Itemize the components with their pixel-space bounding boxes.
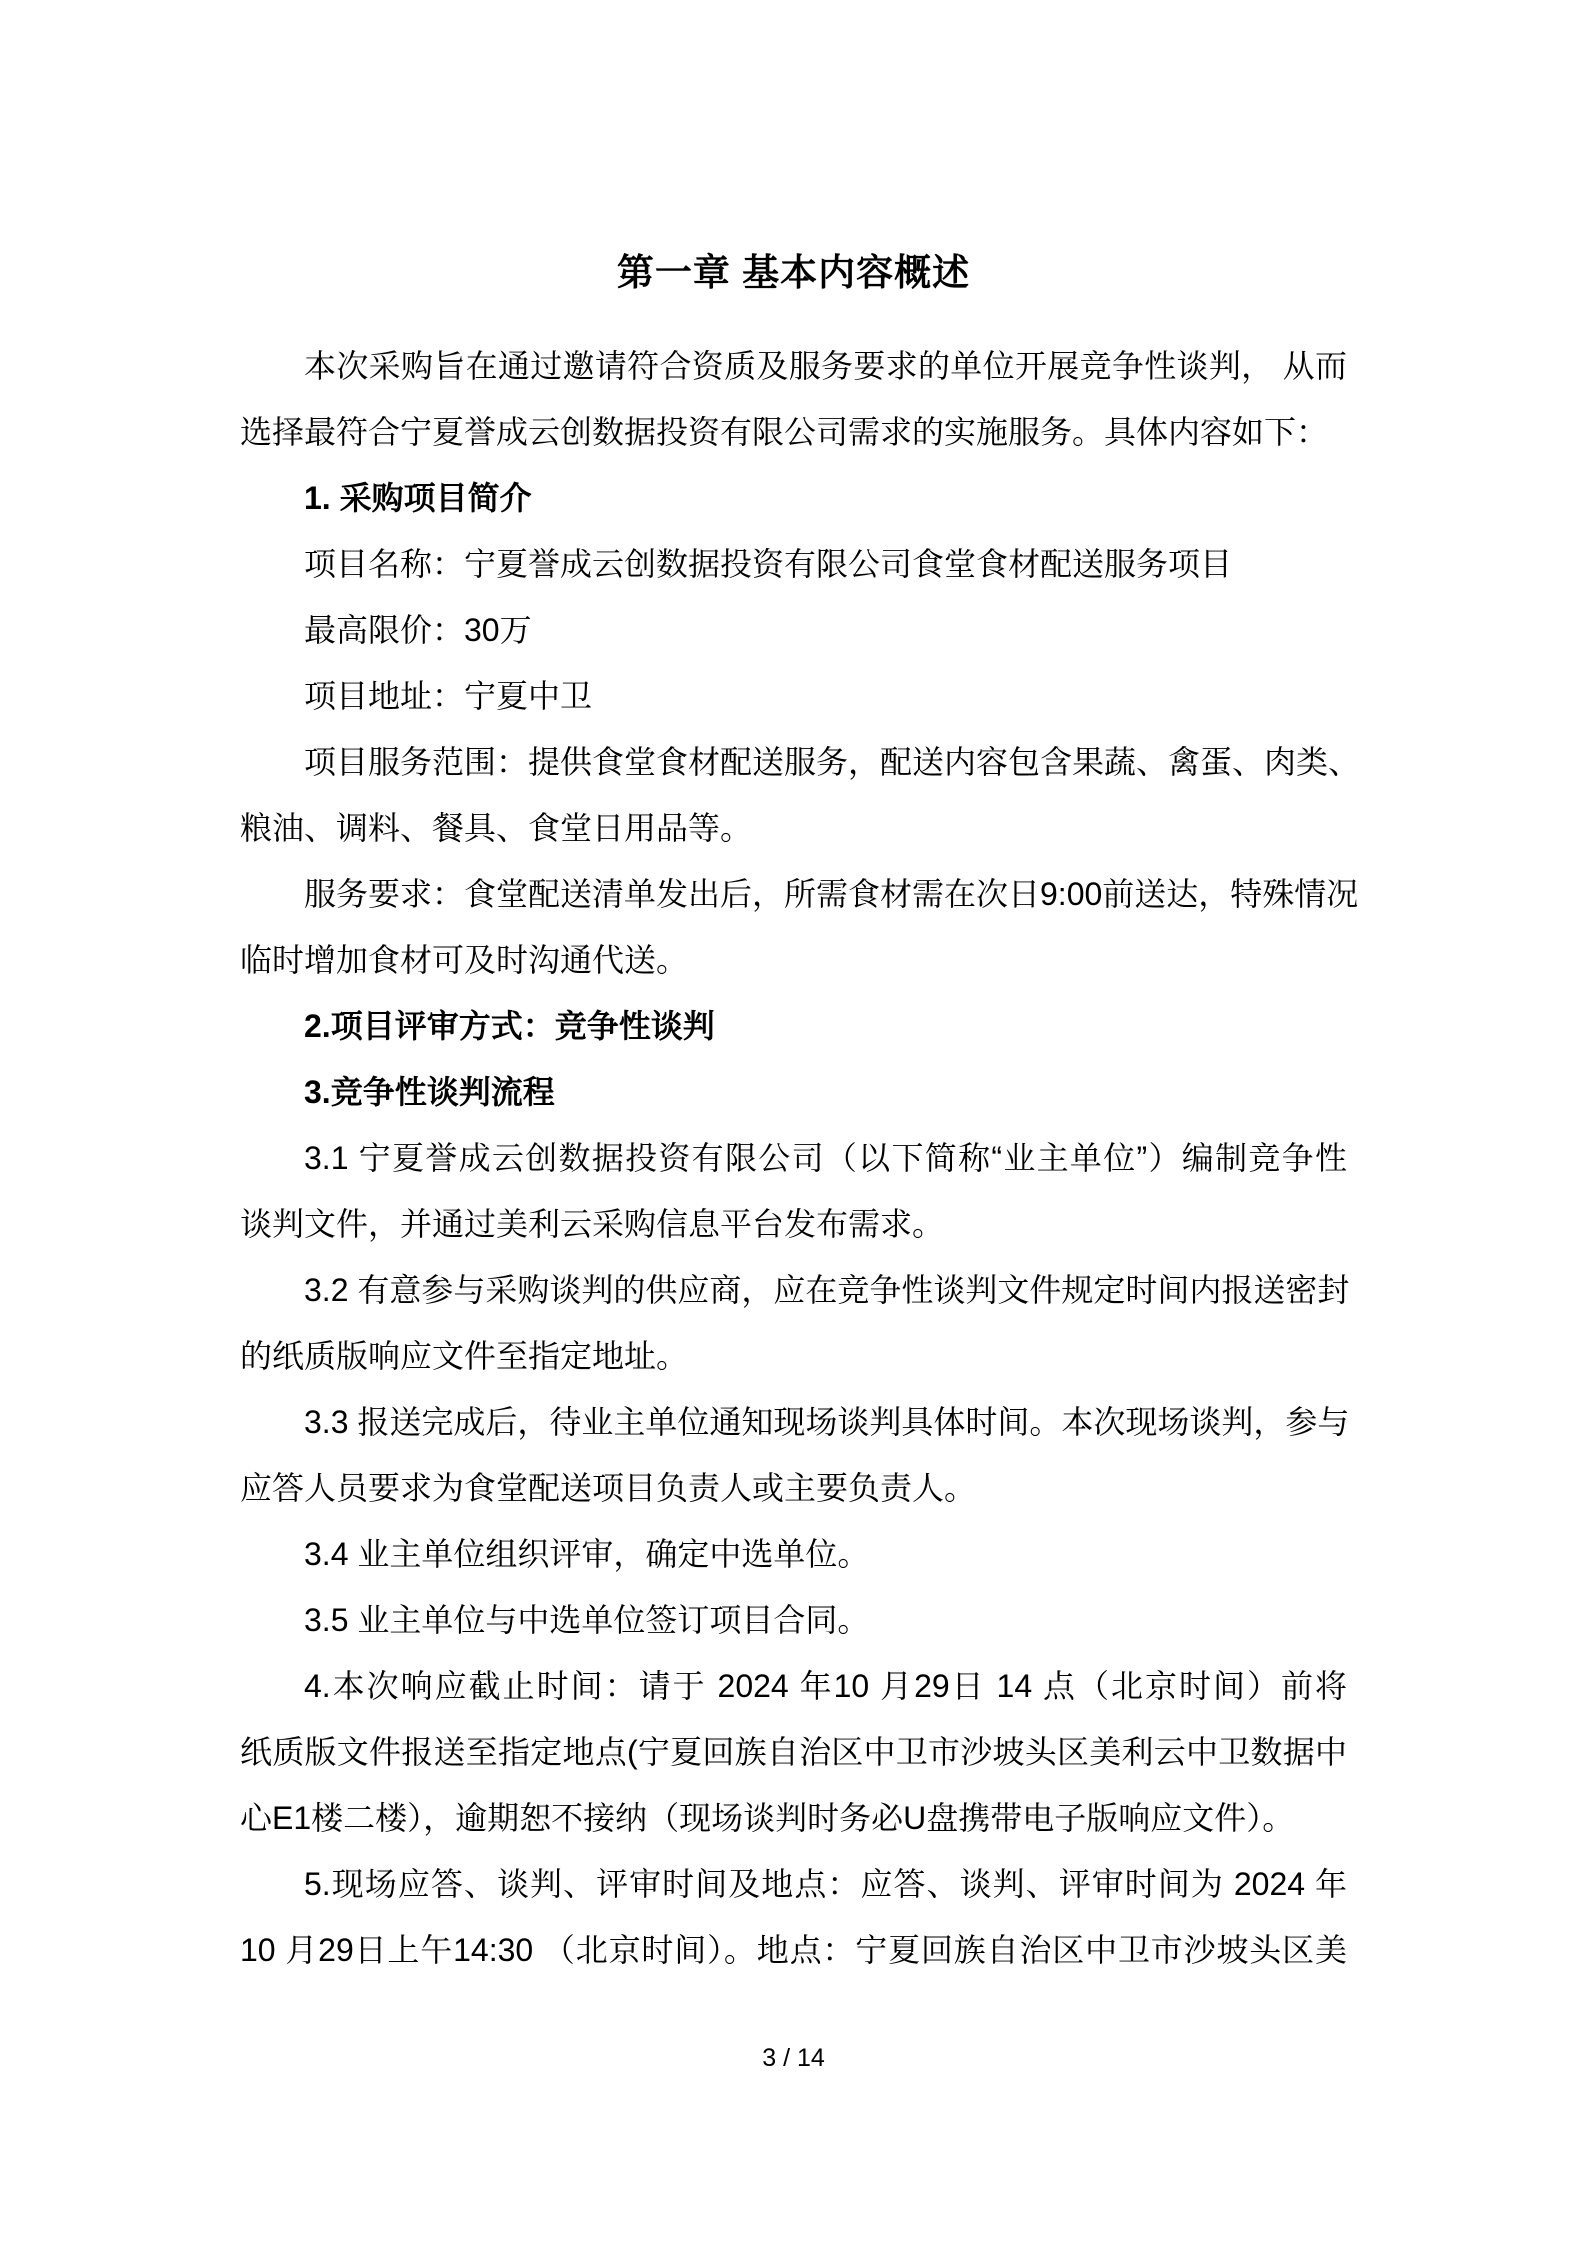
text-line: 10 月29日上午14:30 （北京时间）。地点：宁夏回族自治区中卫市沙坡头区美 (240, 1932, 1347, 1968)
text-line: 项目名称：宁夏誉成云创数据投资有限公司食堂食材配送服务项目 (304, 546, 1233, 582)
paragraph (240, 1653, 1347, 1851)
text-line: 纸质版文件报送至指定地点(宁夏回族自治区中卫市沙坡头区美利云中卫数据中 (240, 1734, 1347, 1770)
paragraph (240, 993, 1347, 1059)
text-line: 3.5 业主单位与中选单位签订项目合同。 (304, 1602, 870, 1638)
paragraph (240, 729, 1361, 861)
paragraph (240, 1389, 1350, 1521)
text-line: 2.项目评审方式：竞争性谈判 (304, 1008, 715, 1044)
text-line: 临时增加食材可及时沟通代送。 (240, 942, 689, 978)
paragraph (240, 861, 1359, 993)
text-line: 3.2 有意参与采购谈判的供应商，应在竞争性谈判文件规定时间内报送密封 (304, 1272, 1350, 1308)
text-line: 的纸质版响应文件至指定地址。 (240, 1338, 689, 1374)
text-line: 谈判文件，并通过美利云采购信息平台发布需求。 (240, 1206, 945, 1242)
text-line: 粮油、调料、餐具、食堂日用品等。 (240, 810, 753, 846)
chapter-title: 第一章 基本内容概述 (616, 252, 971, 293)
text-line: 心E1楼二楼），逾期恕不接纳（现场谈判时务必U盘携带电子版响应文件）。 (240, 1800, 1295, 1836)
text-line: 服务要求：食堂配送清单发出后，所需食材需在次日9:00前送达，特殊情况 (304, 876, 1359, 912)
paragraph (240, 333, 1347, 465)
paragraph (240, 465, 1347, 531)
paragraph (240, 1125, 1347, 1257)
text-line: 3.4 业主单位组织评审，确定中选单位。 (304, 1536, 870, 1572)
text-line: 3.3 报送完成后，待业主单位通知现场谈判具体时间。本次现场谈判，参与 (304, 1404, 1350, 1440)
paragraph (240, 531, 1347, 597)
text-line: 最高限价：30万 (304, 612, 532, 648)
paragraph (240, 597, 1347, 663)
page-number: 3 / 14 (762, 2044, 825, 2072)
paragraph (240, 1257, 1350, 1389)
paragraph (240, 1521, 1347, 1587)
text-line: 3.1 宁夏誉成云创数据投资有限公司（以下简称“业主单位”）编制竞争性 (304, 1140, 1347, 1176)
paragraph (240, 1851, 1347, 1983)
text-line: 5.现场应答、谈判、评审时间及地点：应答、谈判、评审时间为 2024 年 (304, 1866, 1347, 1902)
text-line: 本次采购旨在通过邀请符合资质及服务要求的单位开展竞争性谈判， 从而 (304, 348, 1347, 384)
paragraph (240, 663, 1347, 729)
text-line: 3.竞争性谈判流程 (304, 1074, 555, 1110)
text-line: 应答人员要求为食堂配送项目负责人或主要负责人。 (240, 1470, 977, 1506)
paragraph (240, 1587, 1347, 1653)
text-line: 项目地址：宁夏中卫 (304, 678, 593, 714)
text-line: 4.本次响应截止时间：请于 2024 年10 月29日 14 点（北京时间）前将 (304, 1668, 1347, 1704)
text-line: 1. 采购项目简介 (304, 480, 532, 516)
paragraph (240, 1059, 1347, 1125)
text-line: 选择最符合宁夏誉成云创数据投资有限公司需求的实施服务。具体内容如下： (240, 414, 1329, 450)
document-body (240, 333, 1361, 1983)
text-line: 项目服务范围：提供食堂食材配送服务，配送内容包含果蔬、禽蛋、肉类、 (304, 744, 1361, 780)
